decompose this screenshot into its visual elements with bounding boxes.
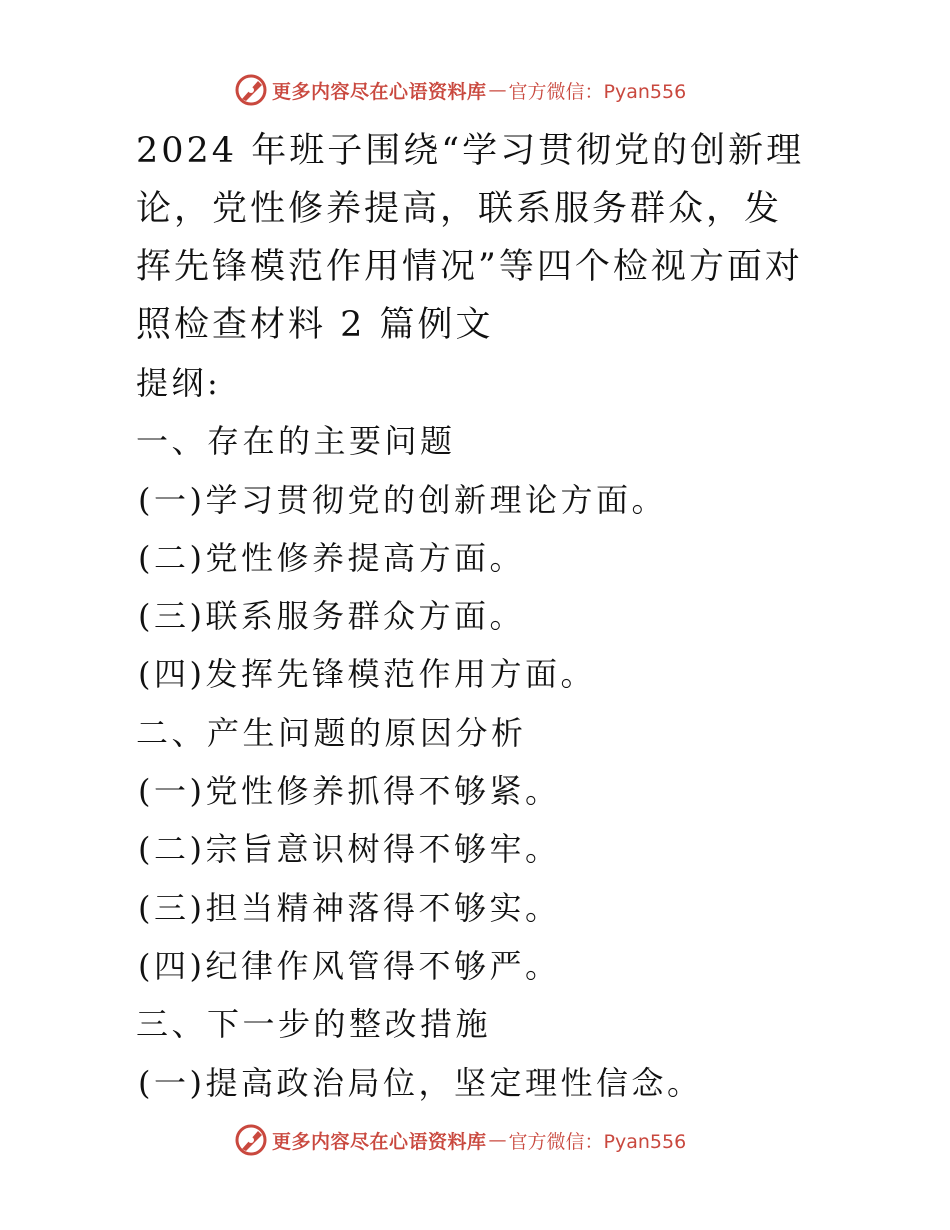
section-heading: 一、存在的主要问题 xyxy=(136,422,456,461)
watermark-wechat-text: 官方微信：Pyan556 xyxy=(508,80,687,103)
document-title: 2024 年班子围绕“学习贯彻党的创新理论，党性修养提高，联系服务群众，发挥先锋模范作用情况”等四个检视方面对照检查材料 2 篇例文 xyxy=(136,131,805,345)
document-body xyxy=(136,122,816,1112)
watermark-site-text: 更多内容尽在心语资料库 xyxy=(272,1130,487,1153)
watermark-wechat-text: 官方微信：Pyan556 xyxy=(508,1130,687,1153)
watermark-footer xyxy=(234,1122,686,1158)
pen-logo-icon xyxy=(234,73,268,107)
outline-item: (二)宗旨意识树得不够牢。 xyxy=(138,830,561,869)
outline-item: (四)纪律作风管得不够严。 xyxy=(138,946,561,985)
pen-logo-icon xyxy=(234,1123,268,1157)
outline-item: (三)担当精神落得不够实。 xyxy=(138,888,561,927)
outline-item: (三)联系服务群众方面。 xyxy=(138,597,525,636)
section-heading: 三、下一步的整改措施 xyxy=(136,1005,492,1044)
outline-item: (四)发挥先锋模范作用方面。 xyxy=(138,655,596,694)
outline-item: (一)党性修养抓得不够紧。 xyxy=(138,772,561,811)
outline-item: (二)党性修养提高方面。 xyxy=(138,538,525,577)
outline-item: (一)提高政治局位，坚定理性信念。 xyxy=(138,1063,703,1102)
outline-heading: 提纲: xyxy=(136,364,222,402)
watermark-dash: — xyxy=(488,79,507,101)
section-heading: 二、产生问题的原因分析 xyxy=(136,713,527,752)
watermark-site-text: 更多内容尽在心语资料库 xyxy=(272,80,487,103)
outline-item: (一)学习贯彻党的创新理论方面。 xyxy=(138,480,667,519)
watermark-header xyxy=(234,72,686,108)
watermark-dash: — xyxy=(488,1129,507,1151)
